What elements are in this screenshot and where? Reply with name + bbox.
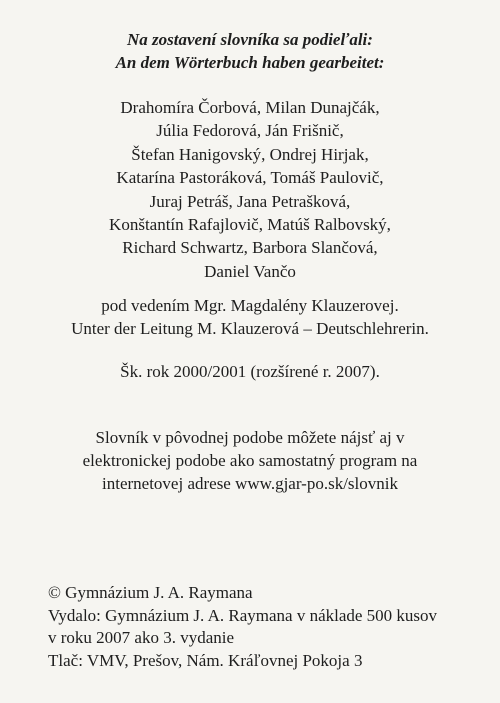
school-year xyxy=(0,360,500,383)
heading-slovak: Na zostavení slovníka sa podieľali: xyxy=(127,30,373,49)
credits-heading xyxy=(0,28,500,74)
authors-line: Štefan Hanigovský, Ondrej Hirjak, xyxy=(131,144,369,164)
info-line: elektronickej podobe ako samostatný program na xyxy=(82,451,418,470)
authors-line: Júlia Fedorová, Ján Frišnič, xyxy=(156,121,344,141)
authors-line: Katarína Pastoráková, Tomáš Paulovič, xyxy=(116,168,384,188)
edition-line: v roku 2007 ako 3. vydanie xyxy=(48,628,235,647)
publisher-line: Vydalo: Gymnázium J. A. Raymana v náklade 500 kusov xyxy=(48,605,438,625)
copyright-line: © Gymnázium J. A. Raymana xyxy=(48,583,253,602)
authors-list xyxy=(0,96,500,283)
electronic-version-note xyxy=(0,426,500,495)
supervision-german: Unter der Leitung M. Klauzerová – Deutschlehrerin. xyxy=(71,319,429,338)
supervision-slovak: pod vedením Mgr. Magdalény Klauzerovej. xyxy=(101,296,399,315)
printer-line: Tlač: VMV, Prešov, Nám. Kráľovnej Pokoja 3 xyxy=(48,650,363,670)
info-line: Slovník v pôvodnej podobe môžete nájsť aj v xyxy=(95,428,405,447)
school-year-text: Šk. rok 2000/2001 (rozšírené r. 2007). xyxy=(120,362,380,381)
authors-line: Richard Schwartz, Barbora Slančová, xyxy=(122,238,378,258)
publication-info xyxy=(48,582,488,672)
authors-line: Drahomíra Čorbová, Milan Dunajčák, xyxy=(120,98,380,117)
heading-german: An dem Wörterbuch haben gearbeitet: xyxy=(115,53,385,72)
authors-line: Daniel Vančo xyxy=(204,261,296,281)
supervision-note xyxy=(0,294,500,340)
info-line: internetovej adrese www.gjar-po.sk/slovnik xyxy=(102,474,398,493)
authors-line: Konštantín Rafajlovič, Matúš Ralbovský, xyxy=(109,215,391,235)
authors-line: Juraj Petráš, Jana Petrašková, xyxy=(149,191,351,211)
